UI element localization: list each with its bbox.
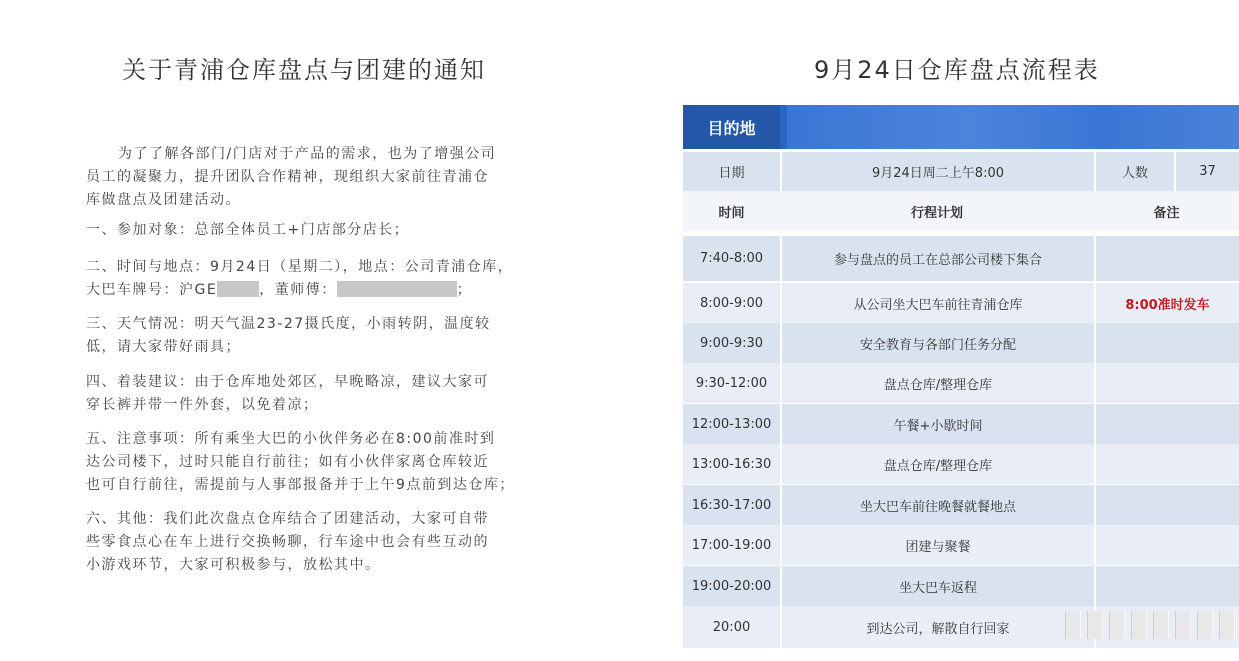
schedule-row xyxy=(683,485,1239,525)
schedule-row xyxy=(683,283,1239,323)
row-note xyxy=(1094,444,1239,484)
row-time: 9:00-9:30 xyxy=(699,335,764,351)
col-note-header: 备注 xyxy=(1153,205,1180,221)
row-note xyxy=(1094,566,1239,606)
notice-item-line: 二、时间与地点：9月24日（星期二），地点：公司青浦仓库， xyxy=(86,259,514,275)
schedule-row xyxy=(683,236,1239,281)
column-header-row xyxy=(683,191,1239,231)
row-note xyxy=(1094,236,1239,281)
schedule-row xyxy=(683,525,1239,565)
item-2-end: ； xyxy=(456,282,473,298)
date-label: 日期 xyxy=(718,166,745,181)
schedule-row xyxy=(683,323,1239,363)
col-plan-header: 行程计划 xyxy=(910,205,963,221)
row-plan: 团建与聚餐 xyxy=(780,525,1094,565)
row-time: 12:00-13:00 xyxy=(691,416,772,432)
notice-item-line: 四、着装建议：由于仓库地处郊区，早晚略凉，建议大家可 xyxy=(86,374,489,390)
notice-item-line: 五、注意事项：所有乘坐大巴的小伙伴务必在8:00前准时到 xyxy=(86,431,496,447)
row-time: 7:40-8:00 xyxy=(699,251,764,266)
notice-item-line: 三、天气情况：明天气温23-27摄氏度，小雨转阴，温度较 xyxy=(86,316,491,332)
notice-intro-line: 库做盘点及团建活动。 xyxy=(86,192,241,208)
notice-item-6 xyxy=(86,508,556,577)
col-time-header: 时间 xyxy=(718,205,745,221)
notice-intro-line: 为了了解各部门/门店对于产品的需求，也为了增强公司 xyxy=(118,146,497,162)
row-time: 20:00 xyxy=(712,619,751,635)
row-plan: 午餐+小歇时间 xyxy=(780,404,1094,444)
notice-item-line: 六、其他：我们此次盘点仓库结合了团建活动，大家可自带 xyxy=(86,511,489,527)
bus-plate-label: 大巴车牌号：沪GE xyxy=(86,282,218,298)
row-plan: 盘点仓库/整理仓库 xyxy=(780,363,1094,403)
schedule-row xyxy=(683,363,1239,403)
row-plan: 坐大巴车前往晚餐就餐地点 xyxy=(780,485,1094,525)
row-time: 16:30-17:00 xyxy=(691,497,772,513)
row-plan: 盘点仓库/整理仓库 xyxy=(780,444,1094,484)
row-plan: 到达公司，解散自行回家 xyxy=(780,606,1094,648)
row-time: 8:00-9:00 xyxy=(699,295,764,311)
schedule-row xyxy=(683,566,1239,606)
schedule-row xyxy=(683,404,1239,444)
notice-item-5 xyxy=(86,428,556,497)
destination-label: 目的地 xyxy=(683,105,780,149)
notice-item-line: 也可自行前往，需提前与人事部报备并于上午9点前到达仓库； xyxy=(86,477,515,493)
row-plan: 安全教育与各部门任务分配 xyxy=(780,323,1094,363)
row-note xyxy=(1094,323,1239,363)
redacted-plate xyxy=(217,281,259,297)
row-time: 13:00-16:30 xyxy=(691,456,772,472)
notice-intro xyxy=(86,143,556,212)
notice-item-3 xyxy=(86,313,556,359)
notice-item-line: 低，请大家带好雨具； xyxy=(86,339,241,355)
redacted-destination xyxy=(787,105,1239,149)
people-label: 人数 xyxy=(1094,152,1174,191)
row-time: 9:30-12:00 xyxy=(695,375,768,391)
row-plan: 参与盘点的员工在总部公司楼下集合 xyxy=(780,236,1094,281)
notice-item-line: 穿长裤并带一件外套，以免着凉； xyxy=(86,397,319,413)
people-value: 37 xyxy=(1174,152,1239,191)
date-row xyxy=(683,152,1239,191)
notice-item-line: 一、参加对象：总部全体员工+门店部分店长； xyxy=(86,222,410,238)
notice-intro-line: 员工的凝聚力，提升团队合作精神，现组织大家前往青浦仓 xyxy=(86,169,489,185)
row-plan: 从公司坐大巴车前往青浦仓库 xyxy=(780,283,1094,323)
notice-item-line: 小游戏环节，大家可积极参与，放松其中。 xyxy=(86,557,381,573)
schedule-title: 9月24日仓库盘点流程表 xyxy=(814,56,1100,84)
row-note xyxy=(1094,485,1239,525)
date-value: 9月24日周二上午8:00 xyxy=(780,152,1094,191)
row-note: 8:00准时发车 xyxy=(1094,283,1239,323)
watermark-icons xyxy=(1055,611,1239,641)
redacted-driver-phone xyxy=(337,281,457,297)
notice-item-line: 些零食点心在车上进行交换畅聊，行车途中也会有些互动的 xyxy=(86,534,489,550)
row-note xyxy=(1094,525,1239,565)
row-note xyxy=(1094,404,1239,444)
row-time: 19:00-20:00 xyxy=(691,578,772,594)
notice-title: 关于青浦仓库盘点与团建的通知 xyxy=(122,56,486,84)
row-plan: 坐大巴车返程 xyxy=(780,566,1094,606)
notice-item-4 xyxy=(86,371,556,417)
notice-item-line: 达公司楼下，过时只能自行前往；如有小伙伴家离仓库较近 xyxy=(86,454,489,470)
notice-item-line xyxy=(86,279,556,302)
schedule-row xyxy=(683,444,1239,484)
row-time: 17:00-19:00 xyxy=(691,537,772,553)
destination-row xyxy=(683,105,1239,149)
row-note xyxy=(1094,363,1239,403)
notice-item-1 xyxy=(86,219,556,242)
notice-item-2 xyxy=(86,256,556,302)
driver-label: ，董师傅： xyxy=(259,282,337,298)
